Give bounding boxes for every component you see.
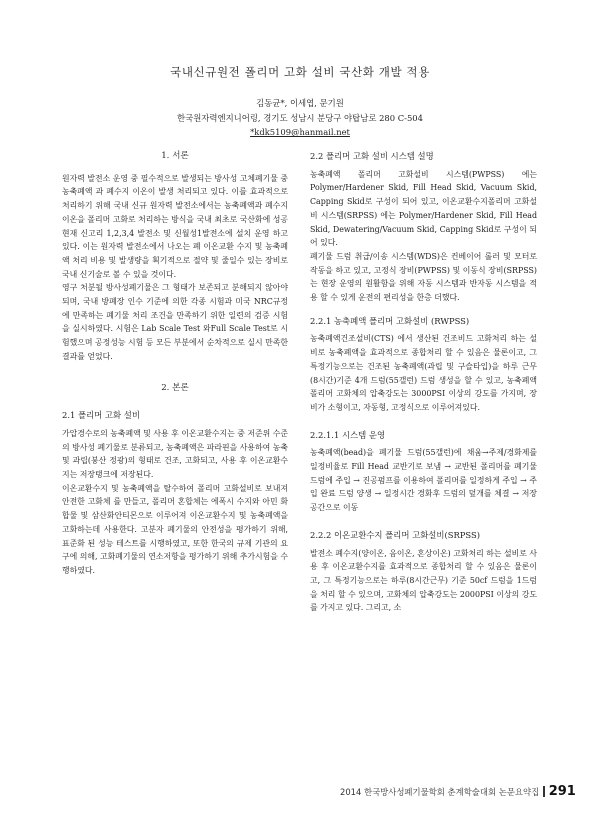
subsection-heading-2-1: 2.1 폴리머 고화 설비: [62, 410, 140, 421]
subsection-heading-2-2: 2.2 폴리머 고화 설비 시스템 설명: [310, 151, 434, 161]
section-2-2-paragraph-1: 농축폐액 폴리머 고화설비 시스템(PWPSS) 에는 Polymer/Hardener Skid, Fill Head Skid, Vacuum Skid, Capping Skid로 구성이 되어 있고, 이온교환수지폴리머 고화설비 시스템(SRPSS) 에는 Polymer/Hardener Skid, Fill Head Skid, Dewatering/Vacuum Skid, Capping Skid로 구성이 되어 있다.: [310, 169, 537, 248]
section-2-2-paragraph-2: 폐기물 드럼 취급/이송 시스템(WDS)은 컨베이어 롤러 및 모터로 작동을 하고 있고, 고정식 장비(PWPSS) 및 이동식 장비(SRPSS)는 현장 운영의 원활함을 위해 자동 시스템과 반자동 시스템을 적용 할 수 있게 운전의 편리성을 한층 더했다.: [310, 251, 537, 303]
left-column: [62, 150, 288, 578]
section-2-2-1-paragraph: 농축폐액건조설비(CTS) 에서 생산된 건조비드 고화처리 하는 설비로 농축폐액을 효과적으로 종합처리 할 수 있음은 물론이고, 그 특정기능으로는 건조된 농축폐액(과립 및 구슬타입)을 하루 근무(8시간)기준 4개 드럼(55갤런) 드럼 생성을 할 수 있고, 농축폐액 폴리머 고화체의 압축강도는 3000PSI 이상의 강도를 가지며, 장비가 소형이고, 자동형, 고정식으로 이루어져있다.: [310, 334, 537, 412]
subsection-heading-2-2-2: 2.2.2 이온교환수지 폴리머 고화설비(SRPSS): [310, 529, 481, 540]
section-2-2-2-paragraph: 발전소 폐수지(양이온, 음이온, 혼상이온) 고화처리 하는 설비로 사용 후 이온교환수지를 효과적으로 종합처리 할 수 있음은 물론이고, 그 특정기능으로는 하루(8시간근무) 기준 50cf 드럼을 1드럼을 처리 할 수 있으며, 고화체의 압축강도는 2000PSI 이상의 강도를 가지고 있다. 그리고, 소: [310, 548, 537, 613]
page-number: 291: [548, 784, 576, 799]
section-2-1-paragraph-1: 가압경수로의 농축폐액 및 사용 후 이온교환수지는 중 저준위 수준의 방사성 폐기물로 분류되고, 농축폐액은 파라핀을 사용하여 농축 및 과립(붕산 정광)의 형태로 건조, 고화되고, 사용 후 이온교환수지는 저장탱크에 저장된다.: [62, 428, 288, 480]
author-block: [0, 96, 600, 140]
footer-divider: [543, 786, 545, 797]
subsection-heading-2-2-1: 2.2.1 농축폐액 폴리머 고화설비 (RWPSS): [310, 315, 470, 326]
author-affiliation: 한국원자력엔지니어링, 경기도 성남시 분당구 야탑남로 280 C-504: [177, 112, 423, 123]
intro-paragraph-2: 영구 처분될 방사성폐기물은 그 형태가 보존되고 분해되지 않아야 되며, 국내 방폐장 인수 기준에 의한 각종 시험과 미국 NRC규정에 만족하는 폐기물 처리 조건을 만족하기 위한 일련의 검증 시험을 실시하였다. 시험은 Lab Scale Test 와Full Scale Test로 시험했으며 공정성능 시험 등 모든 부분에서 순차적으로 실시 만족한 결과를 얻었다.: [62, 283, 288, 361]
author-names: 김동균*, 이세엽, 문기원: [256, 98, 344, 108]
right-column: [310, 150, 537, 615]
section-heading-intro: 1. 서론: [161, 151, 189, 161]
section-heading-body: 2. 본론: [161, 382, 189, 393]
section-2-2-1-1-paragraph: 농축폐액(bead)을 폐기물 드럼(55갤런)에 채움→주제/경화제를 일정비율로 Fill Head 교반기로 보냄 → 교반된 폴리머를 폐기물 드럼에 주입 → 진공펌프를 이용하여 폴리머를 일정하게 주입 → 주입 완료 드럼 양생 → 일정시간 경화후 드럼의 덮개를 체결 → 저장 공간으로 이동: [310, 448, 537, 513]
subsection-heading-2-2-1-1: 2.2.1.1 시스템 운영: [310, 429, 386, 440]
author-email: *kdk5109@hanmail.net: [250, 127, 350, 137]
intro-paragraph-1: 원자력 발전소 운영 중 필수적으로 발생되는 방사성 고체폐기물 중 농축폐액 과 폐수지 이온이 발생 처리되고 있다. 이를 효과적으로 처리하기 위해 국내 신규 원자력 발전소에서는 농축폐액과 폐수지 이온을 폴리머 고화로 처리하는 방식을 국내 최초로 국산화에 성공 현재 신고리 1,2,3,4 발전소 및 신월성1발전소에 설치 운영 하고 있다. 이는 원자력 발전소에서 나오는 폐 이온교환 수지 및 농축폐액 처리 비용 및 발생량을 획기적으로 절약 및 줄일수 있는 장비로 국내 신기술로 볼 수 있을 것이다.: [62, 173, 288, 279]
paper-title: 국내신규원전 폴리머 고화 설비 국산화 개발 적용: [170, 65, 430, 79]
page-footer: [340, 784, 576, 799]
section-2-1-paragraph-2: 이온교환수지 및 농축폐액을 탈수하여 폴리머 고화설비로 보내져 안전한 고화체 를 만들고, 폴리머 혼합체는 에폭시 수지와 아민 화합물 및 삼산화안티몬으로 이루어져 이온교환수지 및 농축폐액을 고화하는데 사용한다. 고분자 폐기물의 안전성을 평가하기 위해, 표준화 된 성능 테스트를 시행하였고, 또한 한국의 규제 기관의 요구에 의해, 고화폐기물의 연소저항을 평가하기 위해 추가시험을 수행하였다.: [62, 483, 288, 575]
footer-proceedings-label: 2014 한국방사성폐기물학회 춘계학술대회 논문요약집: [340, 787, 540, 797]
